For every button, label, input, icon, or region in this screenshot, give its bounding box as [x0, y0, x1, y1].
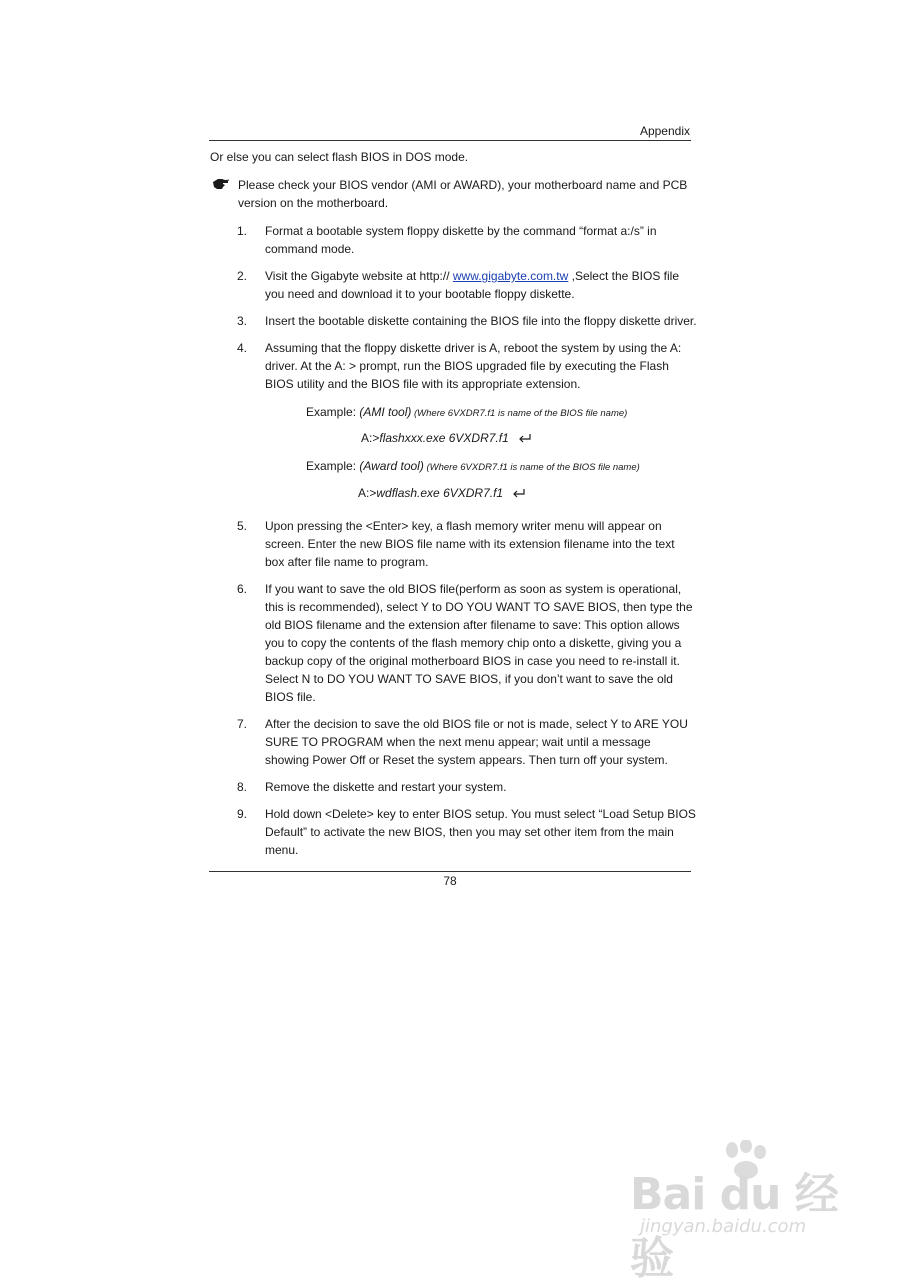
steps-list: [237, 222, 697, 859]
watermark-url: jingyan.baidu.com: [640, 1216, 807, 1237]
intro-text: Or else you can select flash BIOS in DOS mode.: [210, 150, 469, 164]
page-number: 78: [443, 874, 457, 888]
command-ami: A:>flashxxx.exe 6VXDR7.f1: [361, 431, 532, 446]
list-item: 9. Hold down <Delete> key to enter BIOS setup. You must select “Load Setup BIOS Default” to activate the new BIOS, then you may set other item from the main menu.: [237, 807, 696, 857]
example-award: Example: (Award tool) (Where 6VXDR7.f1 is name of the BIOS file name): [306, 459, 640, 473]
gigabyte-link[interactable]: www.gigabyte.com.tw: [452, 269, 569, 283]
list-item: 5. Upon pressing the <Enter> key, a flash memory writer menu will appear on screen. Enter the new BIOS file name with its extension filename into the text box after file name to program.: [237, 519, 675, 569]
watermark: [630, 1140, 870, 1284]
enter-key-icon: [512, 487, 526, 501]
list-item: 2. Visit the Gigabyte website at http:// www.gigabyte.com.tw ,Select the BIOS file you need and download it to your bootable floppy diskette.: [237, 269, 679, 301]
list-item: 6. If you want to save the old BIOS file(perform as soon as system is operational, this is recommended), select Y to DO YOU WANT TO SAVE BIOS, then type the old BIOS filename and the extension after filename to save: This option allows you to copy the contents of the flash memory chip onto a diskette, giving you a backup copy of the original motherboard BIOS in case you need to re-install it. Select N to DO YOU WANT TO SAVE BIOS, if you don’t want to save the old BIOS file.: [237, 582, 693, 704]
header-rule: [209, 140, 691, 141]
enter-key-icon: [518, 432, 532, 446]
list-item: 7. After the decision to save the old BIOS file or not is made, select Y to ARE YOU SURE TO PROGRAM when the next menu appear; wait until a message showing Power Off or Reset the system appears. Then turn off your system.: [237, 717, 688, 767]
example-ami: Example: (AMI tool) (Where 6VXDR7.f1 is name of the BIOS file name): [306, 405, 628, 419]
footer-rule: [209, 871, 691, 872]
list-item: 3. Insert the bootable diskette containing the BIOS file into the floppy diskette driver.: [237, 314, 697, 328]
list-item: 1. Format a bootable system floppy diskette by the command “format a:/s” in command mode.: [237, 224, 657, 256]
command-award: A:>wdflash.exe 6VXDR7.f1: [358, 486, 526, 501]
section-header: Appendix: [639, 124, 690, 138]
list-item: 8. Remove the diskette and restart your system.: [237, 780, 507, 794]
pointing-hand-icon: [212, 176, 230, 192]
watermark-logo: Bai du 经验: [630, 1169, 838, 1284]
bullet-text: Please check your BIOS vendor (AMI or AWARD), your motherboard name and PCB version on the motherboard.: [238, 178, 688, 210]
list-item: 4. Assuming that the floppy diskette driver is A, reboot the system by using the A: driver. At the A: > prompt, run the BIOS upgraded file by executing the Flash BIOS utility and the BIOS file with its appropriate extension.: [237, 341, 682, 391]
